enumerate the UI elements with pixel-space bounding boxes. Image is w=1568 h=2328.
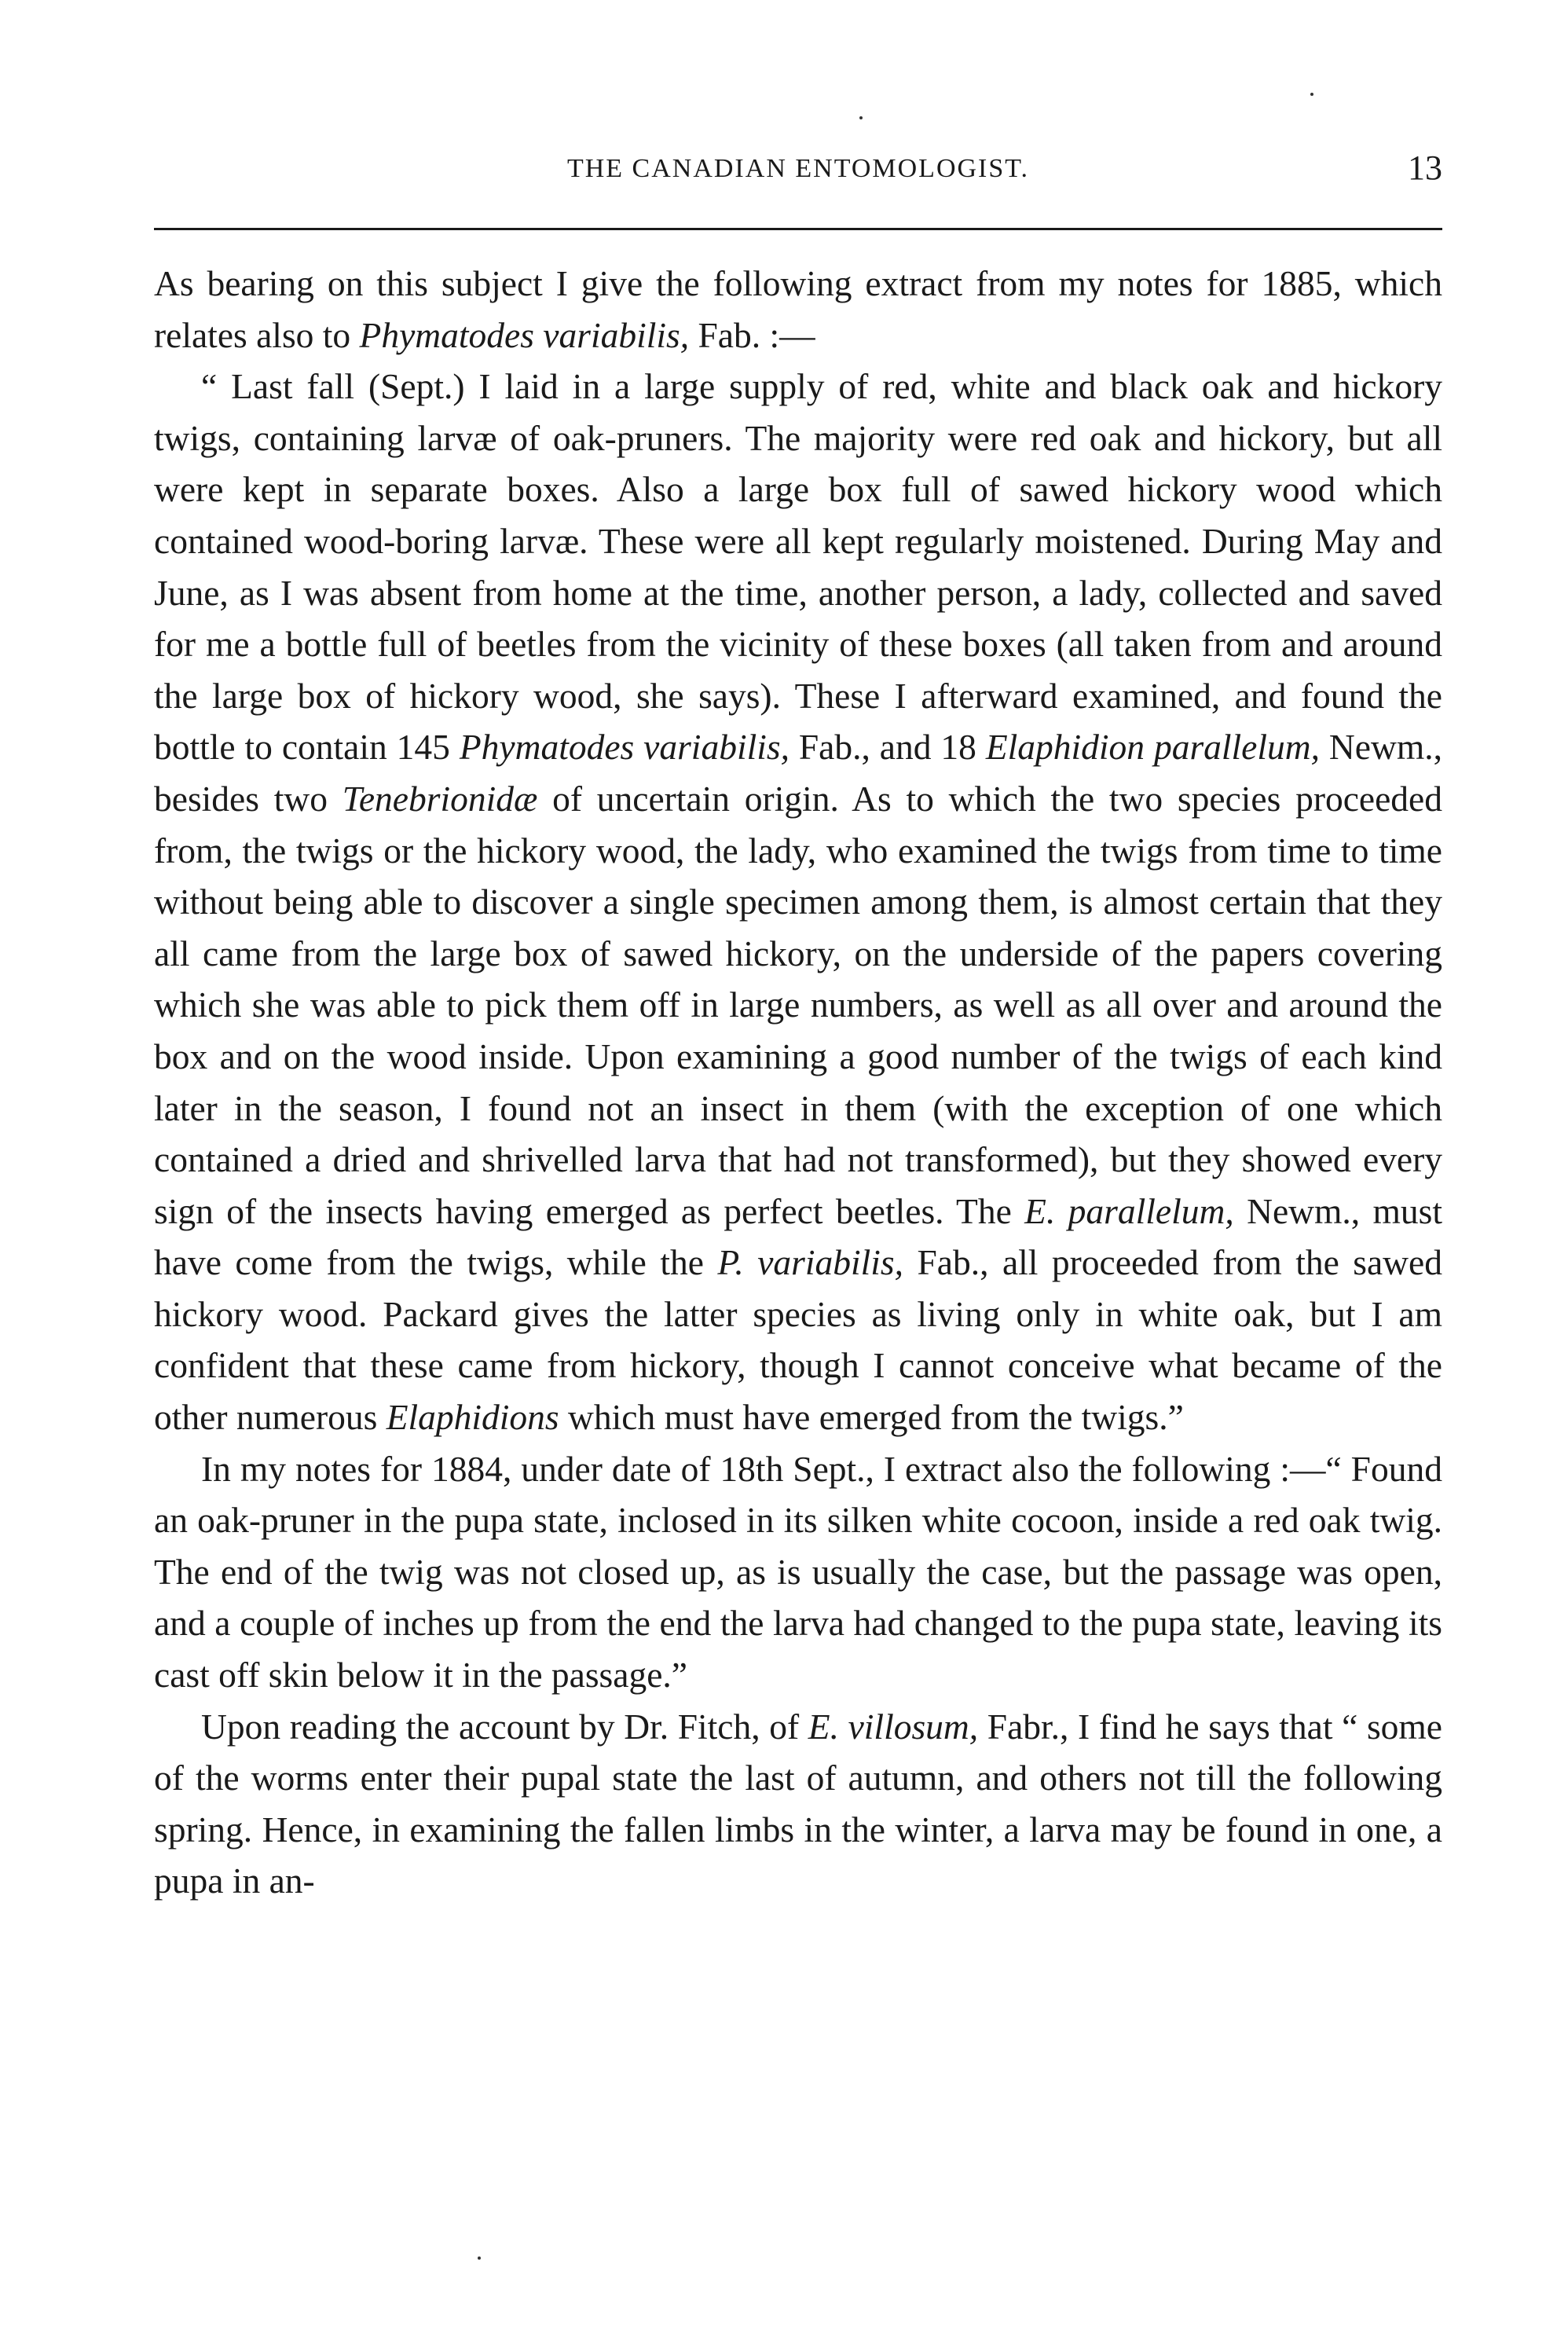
paragraph-p4: [154, 1701, 1442, 1907]
text-run: In my notes for 1884, under date of 18th Sept., I extract also the following :—“ Found an oak-pruner in the pupa state, inclosed in its silken white cocoon, inside a red oak twig. The end of the twig was not closed up, as is usually the case, but the passage was open, and a couple of inches up from the end the larva had changed to the pupa state, leaving its cast off skin below it in the passage.”: [154, 1448, 1442, 1696]
text-run: Newm., besides two: [154, 727, 1442, 819]
text-run: Fab., all proceeded from the sawed hickory wood. Packard gives the latter species as living only in white oak, but I am confident that these came from hickory, though I cannot conceive what became of the other numerous: [154, 1242, 1442, 1438]
text-run: Newm., must have come from the twigs, while the: [154, 1190, 1442, 1283]
italic-term: Phymatodes variabilis,: [359, 314, 690, 355]
italic-term: Tenebrionidæ: [342, 778, 538, 819]
print-speck: [1310, 93, 1313, 96]
running-title: THE CANADIAN ENTOMOLOGIST.: [566, 154, 1030, 183]
italic-term: Elaphidions: [386, 1397, 559, 1438]
text-run: Fab. :—: [689, 314, 815, 355]
print-speck: [859, 116, 863, 119]
page-number: 13: [1408, 148, 1442, 187]
paragraph-p2: [154, 361, 1442, 1443]
page: [154, 118, 1443, 1901]
page-header: [154, 118, 1442, 187]
print-speck: [478, 2257, 481, 2260]
text-run: “ Last fall (Sept.) I laid in a large supply of red, white and black oak and hickory twigs, containing larvæ of oak-pruners. The majority were red oak and hickory, but all were kept in separate boxes. Also a large box full of sawed hickory wood which contained wood-boring larvæ. These were all kept regularly moistened. During May and June, as I was absent from home at the time, another person, a lady, collected and saved for me a bottle full of beetles from the vicinity of these boxes (all taken from and around the large box of hickory wood, she says). These I afterward examined, and found the bottle to contain 145: [154, 366, 1442, 768]
italic-term: E. parallelum,: [1024, 1190, 1234, 1231]
italic-term: Elaphidion parallelum,: [985, 727, 1321, 768]
text-run: of uncertain origin. As to which the two species proceeded from, the twigs or the hickory wood, the lady, who examined the twigs from time to time without being able to discover a single specimen among them, is almost certain that they all came from the large box of sawed hickory, on the underside of the papers covering which she was able to pick them off in large numbers, as well as all over and around the box and on the wood inside. Upon examining a good number of the twigs of each kind later in the season, I found not an insect in them (with the exception of one which contained a dried and shrivelled larva that had not transformed), but they showed every sign of the insects having emerged as perfect beetles. The: [154, 778, 1443, 1231]
header-rule: [154, 228, 1442, 230]
italic-term: P. variabilis,: [717, 1242, 903, 1283]
text-run: Fabr., I find he says that “ some of the worms enter their pupal state the last of autumn, and others not till the following spring. Hence, in examining the fallen limbs in the winter, a larva may be found in one, a pupa in an-: [154, 1706, 1443, 1901]
text-run: Fab., and 18: [789, 727, 986, 768]
italic-term: E. villosum,: [808, 1706, 979, 1747]
text-run: As bearing on this subject I give the following extract from my notes for 1885, which relates also to: [154, 263, 1442, 355]
text-run: which must have emerged from the twigs.”: [559, 1397, 1184, 1438]
text-run: Upon reading the account by Dr. Fitch, of: [201, 1706, 808, 1747]
paragraph-p1: [154, 258, 1442, 361]
paragraph-p3: [154, 1443, 1442, 1701]
body-text: [154, 258, 1442, 1907]
italic-term: Phymatodes variabilis,: [459, 727, 789, 768]
